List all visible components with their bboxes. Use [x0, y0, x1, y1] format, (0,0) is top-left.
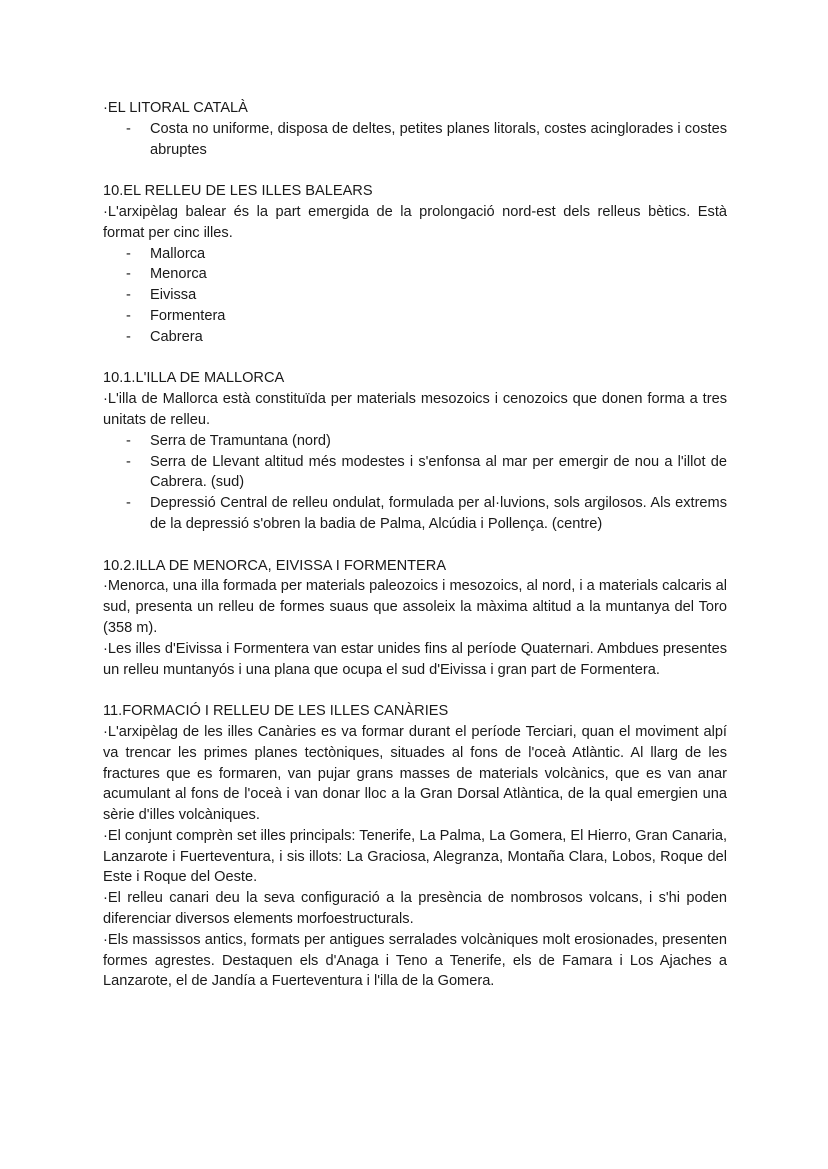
document-page — [103, 98, 727, 1013]
dash-marker: - — [126, 307, 131, 324]
dash-marker: - — [126, 495, 131, 512]
section-heading: 10.EL RELLEU DE LES ILLES BALEARS — [103, 183, 373, 200]
paragraph: ·L'illa de Mallorca està constituïda per materials mesozoics i cenozoics que donen forma a tres unitats de relleu. — [103, 391, 727, 428]
list-item: - Menorca — [103, 264, 727, 285]
section-heading: 10.1.L'ILLA DE MALLORCA — [103, 370, 285, 387]
section-heading: 11.FORMACIÓ I RELLEU DE LES ILLES CANÀRIES — [103, 703, 449, 720]
list-item: - Formentera — [103, 306, 727, 327]
paragraph: ·L'arxipèlag de les illes Canàries es va formar durant el període Terciari, quan el moviment alpí va trencar les primes planes tectòniques, situades al fons de l'oceà Atlàntic. Al llarg de les fractures que es formaren, van pujar grans masses de materials volcànics, que es van anar acumulant al fons de l'oceà i van donar lloc a la Gran Dorsal Atlàntica, de la qual emergien una sèrie d'illes volcàniques. — [103, 723, 727, 824]
list-item: - Depressió Central de relleu ondulat, formulada per al·luvions, sols argilosos. Als extrems de la depressió s'obren la badia de Palma, Alcúdia i Pollença. (centre) — [126, 495, 727, 532]
dash-marker: - — [126, 120, 131, 137]
dash-marker: - — [126, 266, 131, 283]
section-menorca-eivissa-formentera — [103, 556, 727, 681]
paragraph: ·El conjunt comprèn set illes principals: Tenerife, La Palma, La Gomera, El Hierro, Gran Canaria, Lanzarote i Fuerteventura, i sis illots: La Graciosa, Alegranza, Montaña Clara, Lobos, Roque del Este i Roque del Oeste. — [103, 827, 727, 886]
section-illes-canaries — [103, 701, 727, 992]
list-item: - Cabrera — [103, 327, 727, 348]
dash-marker: - — [126, 453, 131, 470]
paragraph: ·Menorca, una illa formada per materials paleozoics i mesozoics, al nord, i a materials calcaris al sud, presenta un relleu de formes suaus que assoleix la màxima altitud a la muntanya del Toro (358 m). — [103, 578, 727, 636]
section-litoral-catala — [103, 98, 727, 160]
section-heading: ·EL LITORAL CATALÀ — [103, 100, 248, 116]
list-item: - Eivissa — [103, 285, 727, 306]
paragraph: ·El relleu canari deu la seva configuració a la presència de nombrosos volcans, i s'hi poden diferenciar diversos elements morfoestructurals. — [103, 890, 727, 928]
paragraph: ·Els massissos antics, formats per antigues serralades volcàniques molt erosionades, presenten formes agrestes. Destaquen els d'Anaga i Teno a Tenerife, els de Famara i Los Ajaches a Lanzarote, el de Jandía a Fuerteventura i l'illa de la Gomera. — [103, 931, 727, 990]
list-item: - Serra de Llevant altitud més modestes i s'enfonsa al mar per emergir de nou a l'illot de Cabrera. (sud) — [126, 453, 727, 491]
paragraph: ·L'arxipèlag balear és la part emergida de la prolongació nord-est dels relleus bètics. Està format per cinc illes. — [103, 203, 727, 241]
dash-marker: - — [126, 328, 131, 345]
dash-marker: - — [126, 245, 131, 262]
bullet-list — [103, 244, 727, 348]
section-mallorca — [103, 368, 727, 534]
section-illes-balears — [103, 181, 727, 347]
list-item: - Serra de Tramuntana (nord) — [103, 431, 727, 452]
list-item: - Costa no uniforme, disposa de deltes, petites planes litorals, costes acinglorades i costes abruptes — [126, 120, 727, 158]
section-heading: 10.2.ILLA DE MENORCA, EIVISSA I FORMENTERA — [103, 557, 447, 574]
bullet-list — [103, 431, 727, 535]
list-item: - Mallorca — [103, 244, 727, 265]
paragraph: ·Les illes d'Eivissa i Formentera van estar unides fins al període Quaternari. Ambdues presentes un relleu muntanyós i una plana que ocupa el sud d'Eivissa i gran part de Formentera. — [103, 640, 727, 678]
bullet-list — [103, 119, 727, 161]
dash-marker: - — [126, 432, 131, 449]
dash-marker: - — [126, 287, 131, 304]
